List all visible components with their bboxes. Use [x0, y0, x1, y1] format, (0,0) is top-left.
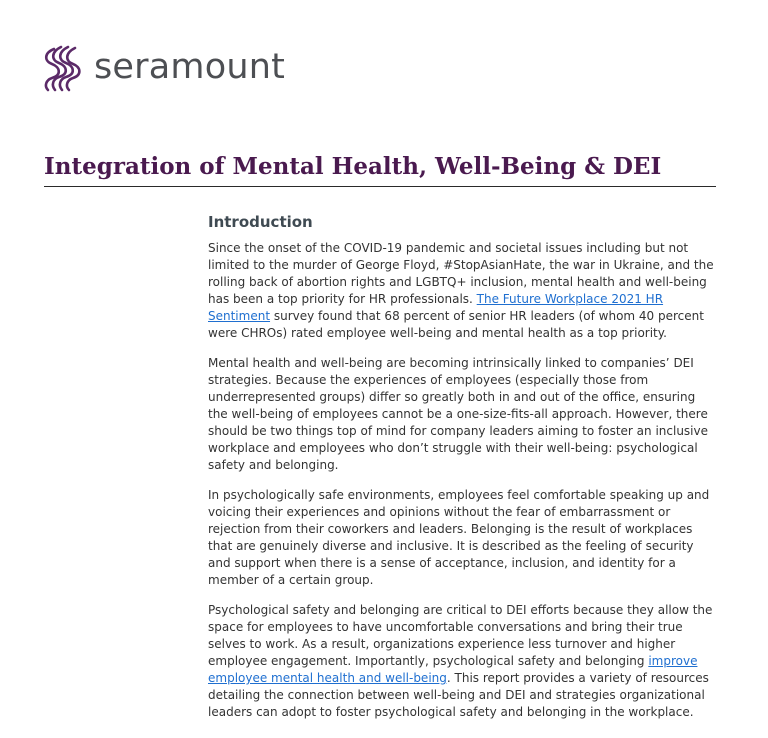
document-title: Integration of Mental Health, Well-Being & DEI — [44, 150, 716, 187]
brand-name: seramount — [94, 46, 286, 87]
mental-health-well-being-link[interactable]: improve employee mental health and well-being — [208, 654, 698, 685]
paragraph-4-text-start: Psychological safety and belonging are critical to DEI efforts because they allow the space for employees to have uncomfortable conversations and bring their true selves to work. As a result, organizations experience less turnover and higher employee engagement. Importantly, psychological safety and belonging — [208, 603, 713, 668]
seramount-swirl-icon — [40, 44, 84, 94]
paragraph-1-text-start: Since the onset of the COVID-19 pandemic and societal issues including but not limited to the murder of George Floyd, #StopAsianHate, the war in Ukraine, and the rolling back of abortion rights and LGBTQ+ inclusion, mental health and well-being has been a top priority for HR professionals. — [208, 241, 714, 306]
seramount-logo — [40, 44, 285, 94]
paragraph-3: In psychologically safe environments, employees feel comfortable speaking up and voicing their experiences and opinions without the fear of embarrassment or rejection from their coworkers and leaders. Belonging is the result of workplaces that are genuinely diverse and inclusive. It is described as the feeling of security and support when there is a sense of acceptance, inclusion, and identity for a member of a certain group. — [208, 488, 710, 587]
section-heading-introduction: Introduction — [208, 213, 313, 231]
paragraph-4 — [208, 602, 718, 721]
paragraph-4-text-end: . This report provides a variety of resources detailing the connection between well-being and DEI and strategies organizational leaders can adopt to foster psychological safety and belonging in the workplace. — [208, 671, 709, 719]
paragraph-1-text-end: survey found that 68 percent of senior HR leaders (of whom 40 percent were CHROs) rated employee well-being and mental health as a top priority. — [208, 309, 704, 340]
paragraph-2: Mental health and well-being are becoming intrinsically linked to companies’ DEI strategies. Because the experiences of employees (especially those from underrepresented groups) differ so greatly both in and out of the office, ensuring the well-being of employees cannot be a one-size-fits-all approach. However, there should be two things top of mind for company leaders aiming to foster an inclusive workplace and employees who don’t struggle with their well-being: psychological safety and belonging. — [208, 356, 709, 472]
document-body — [208, 212, 718, 734]
paragraph-1 — [208, 240, 718, 342]
hr-sentiment-survey-link[interactable]: The Future Workplace 2021 HR Sentiment — [208, 292, 664, 323]
